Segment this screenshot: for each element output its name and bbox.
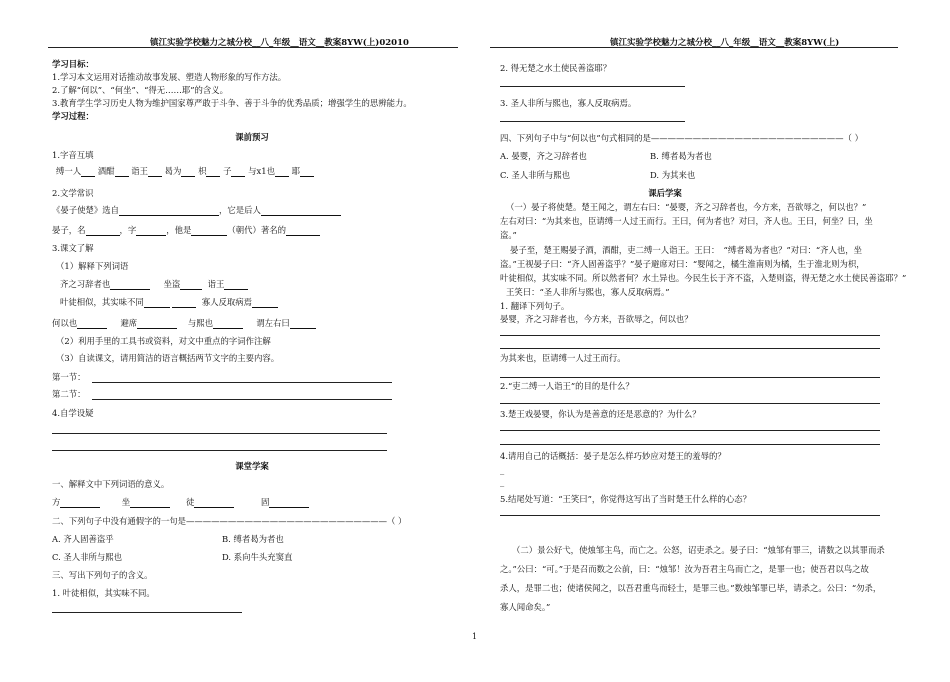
- right-q4: 四、下列句子中与“何以也”句式相同的是———————————————————————（ ）: [500, 133, 863, 143]
- word-item: 寡人反取病焉: [201, 297, 252, 307]
- word-item: 坐: [121, 497, 131, 507]
- char-item: 诣王: [131, 166, 148, 176]
- char-item: 缚一人: [56, 166, 82, 176]
- left-header-rule: [48, 47, 458, 48]
- section-2-title: 2.文学常识: [52, 188, 94, 198]
- process-title: 学习过程：: [52, 111, 94, 121]
- answer-line[interactable]: [92, 382, 392, 383]
- answer-line[interactable]: [500, 430, 880, 431]
- annotate-instruction: （2）利用手里的工具书或资料，对文中重点的字词作注解: [56, 336, 271, 346]
- char-item: 枳: [198, 166, 207, 176]
- blank-mark: _: [500, 465, 505, 475]
- section-label-1: 第一节：: [52, 372, 86, 382]
- answer-line[interactable]: [500, 348, 880, 349]
- char-item: 子: [223, 166, 232, 176]
- answer-line[interactable]: [52, 612, 242, 613]
- answer-line[interactable]: [500, 335, 880, 336]
- passage-1-line: （一）晏子将使楚。楚王闻之，谓左右曰：“晏婴，齐之习辞者也，今方来，吾欲辱之，何以也？”: [506, 202, 867, 212]
- class-q1: 一、解释文中下列词语的意义。: [52, 479, 170, 489]
- class-q2-option-a[interactable]: A. 齐人固善盗乎: [52, 534, 114, 544]
- passage-2-line: 晏子至，楚王赐晏子酒，酒酣，吏二缚一人诣王。王曰： “缚者曷为者也？”对曰：“齐人也，坐: [510, 245, 863, 255]
- page-number: 1: [472, 632, 478, 641]
- class-q3-item-1: 1. 叶徒相似，其实味不同。: [52, 588, 155, 598]
- answer-line[interactable]: [500, 403, 880, 404]
- summary-instruction: （3）自读课文，请用简洁的语言概括两节文字的主要内容。: [56, 353, 280, 363]
- right-q2: 2. 得无楚之水土使民善盗耶？: [500, 63, 612, 73]
- answer-line[interactable]: [500, 377, 880, 378]
- right-header-rule: [490, 47, 898, 48]
- lit-text: 《晏子使楚》选自: [52, 205, 119, 215]
- goal-3: 3.教育学生学习历史人物为维护国家尊严敢于斗争、善于斗争的优秀品质；增强学生的思辨能力。: [52, 98, 412, 108]
- class-q2-option-c[interactable]: C. 圣人非所与熙也: [52, 552, 123, 562]
- lit-text: 晏子，名: [52, 225, 86, 235]
- passage-3-line: 之。”公曰：“可。”于是召而数之公前，曰：“烛邹！汝为吾君主鸟而亡之，是罪一也；使吾君以鸟之故: [500, 564, 869, 574]
- right-q4-option-a[interactable]: A. 晏婴，齐之习辞者也: [500, 151, 587, 161]
- after-q4: 4.请用自己的话概括：晏子是怎么样巧妙应对楚王的羞辱的？: [500, 451, 726, 461]
- answer-line[interactable]: [500, 121, 685, 122]
- after-q1: 1. 翻译下列句子。: [500, 301, 570, 311]
- answer-line[interactable]: [500, 444, 880, 445]
- after-q1-sentence-a: 晏婴，齐之习辞者也，今方来，吾欲辱之，何以也？: [500, 314, 693, 324]
- goal-2: 2.了解“何以”、“何坐”、“得无……耶”的含义。: [52, 85, 229, 95]
- class-q3: 三、写出下列句子的含义。: [52, 570, 153, 580]
- char-item: 与x1也: [248, 166, 275, 176]
- passage-3-line: 杀人，是罪二也；使诸侯闻之，以吾君重鸟而轻士，是罪三也。”数烛邹罪已毕，请杀之。公曰：“勿杀，: [500, 583, 882, 593]
- word-item: 固: [261, 497, 270, 507]
- section-3-title: 3.课文了解: [52, 243, 94, 253]
- blank-mark: _: [500, 477, 505, 487]
- class-q1-row: [52, 497, 309, 508]
- section-4-title: 4.自学设疑: [52, 408, 94, 418]
- answer-line[interactable]: [500, 515, 880, 516]
- section-label-2: 第二节：: [52, 389, 86, 399]
- passage-1-line: 左右对曰：“为其来也，臣请缚一人过王而行。王曰，何为者也？对曰，齐人也。王曰，何坐？曰，坐: [500, 216, 873, 226]
- answer-line[interactable]: [500, 86, 685, 87]
- after-q1-sentence-b: 为其来也，臣请缚一人过王而行。: [500, 353, 626, 363]
- lit-text: （朝代）著名的: [227, 225, 286, 235]
- char-item: 耶: [291, 166, 301, 176]
- word-item: 谓左右曰: [256, 318, 290, 328]
- word-item: 何以也: [52, 318, 78, 328]
- left-page-header: 镇江实验学校魅力之城分校__八_年级__语文__教案8YW(上)02010: [150, 38, 409, 48]
- preview-title: 课前预习: [235, 132, 269, 142]
- goal-1: 1.学习本文运用对话推动故事发展、塑造人物形象的写作方法。: [52, 72, 287, 82]
- right-q4-option-b[interactable]: B. 缚者曷为者也: [650, 151, 712, 161]
- word-item: 与熙也: [187, 318, 213, 328]
- answer-line[interactable]: [92, 399, 392, 400]
- right-q3: 3. 圣人非所与熙也，寡人反取病焉。: [500, 98, 637, 108]
- after-class-title: 课后学案: [648, 188, 682, 198]
- word-item: 方: [52, 497, 61, 507]
- word-item: 坐盗: [163, 279, 181, 289]
- word-item: 诣王: [207, 279, 225, 289]
- char-item: 曷为: [164, 166, 182, 176]
- passage-2-line: 盗。”王视晏子曰：“齐人固善盗乎？”晏子避席对曰：“婴闻之，橘生淮南则为橘，生于淮北则为枳，: [500, 259, 865, 269]
- passage-1-line: 盗。”: [500, 230, 517, 240]
- right-q4-option-c[interactable]: C. 圣人非所与熙也: [500, 170, 571, 180]
- answer-line[interactable]: [52, 450, 387, 451]
- right-q4-option-d[interactable]: D. 为其来也: [650, 170, 696, 180]
- word-row-1: [60, 279, 248, 290]
- word-item: 叶徒相似，其实味不同: [60, 297, 144, 307]
- lit-text: ，它是后人: [219, 205, 261, 215]
- class-title: 课堂学案: [235, 461, 269, 471]
- lit-row-1: [52, 205, 341, 216]
- passage-3-line: （二）景公好弋，使烛邹主鸟，而亡之。公怒，诏吏杀之。晏子曰：“烛邹有罪三，请数之以其罪而杀: [512, 545, 885, 555]
- section-1-title: 1.字音互填: [52, 150, 94, 160]
- word-item: 齐之习辞者也: [60, 279, 111, 289]
- lit-text: ，他是: [166, 225, 192, 235]
- word-row-2: [60, 297, 278, 308]
- passage-2-line: 叶徒相似，其实味不同。所以然者何？水土异也。今民生长于齐不盗，入楚则盗，得无楚之水土使民善盗耶？”: [500, 273, 907, 283]
- lit-text: ，字: [119, 225, 137, 235]
- after-q2: 2.“吏二缚一人诣王”的目的是什么？: [500, 381, 634, 391]
- right-page-header: 镇江实验学校魅力之城分校__八_年级__语文__教案8YW(上): [610, 38, 840, 48]
- passage-3-line: 寡人闻命矣。”: [500, 602, 551, 612]
- passage-2-line: 王笑曰：“圣人非所与熙也，寡人反取病焉。”: [506, 287, 670, 297]
- char-item: 酒酣: [97, 166, 115, 176]
- class-q2-option-b[interactable]: B. 缚者曷为者也: [222, 534, 284, 544]
- after-q5: 5.结尾处写道：“王笑曰”，你觉得这写出了当时楚王什么样的心态？: [500, 494, 752, 504]
- class-q2: 二、下列句子中没有通假字的一句是————————————————————————（ ）: [52, 516, 407, 526]
- word-item: 徒: [186, 497, 195, 507]
- class-q2-option-d[interactable]: D. 系向牛头充窦直: [222, 552, 293, 562]
- lit-row-2: [52, 225, 320, 236]
- explain-words-title: （1）解释下列词语: [56, 261, 129, 271]
- char-fill-row: [56, 166, 314, 177]
- answer-line[interactable]: [52, 433, 387, 434]
- word-row-3: [52, 318, 316, 329]
- after-q3: 3.楚王戏晏婴，你认为是善意的还是恶意的？为什么？: [500, 409, 701, 419]
- goals-title: 学习目标：: [52, 59, 94, 69]
- word-item: 避席: [120, 318, 138, 328]
